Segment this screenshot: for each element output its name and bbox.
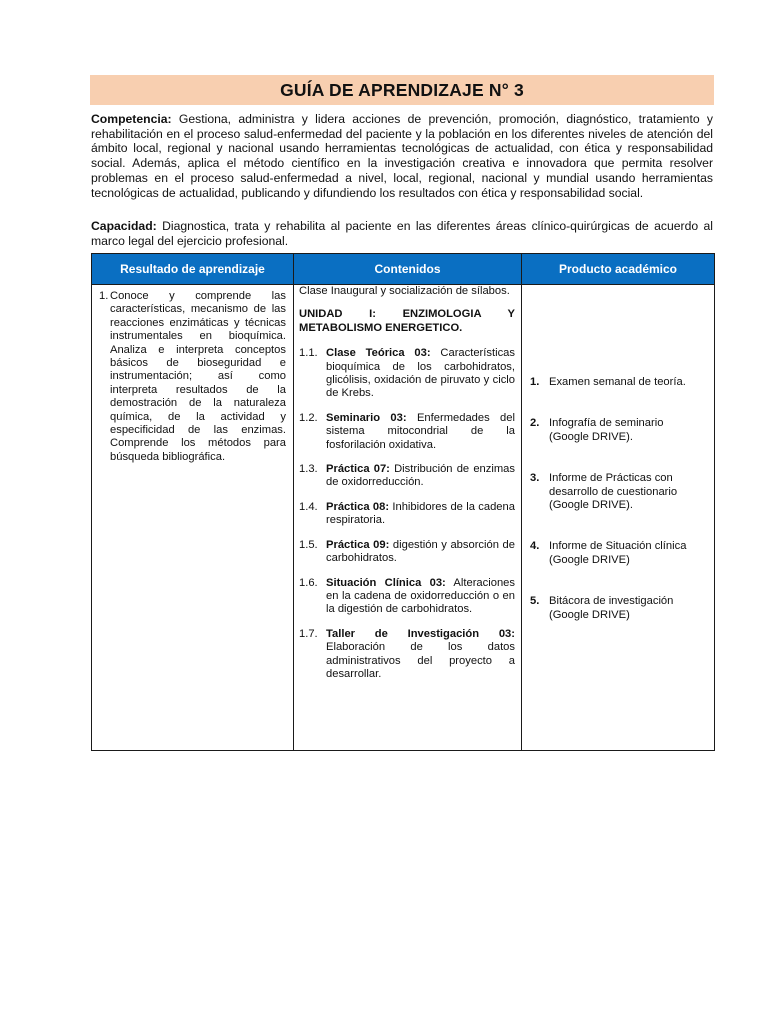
contenido-item [299,539,515,566]
producto-text: Infografía de seminario (Google DRIVE). [549,417,664,443]
contenido-description: Distribución de enzimas de oxidorreducción. [326,463,515,489]
contenido-item [299,628,515,682]
unit-heading: UNIDAD I: ENZIMOLOGIA Y METABOLISMO ENERGETICO. [299,308,515,334]
learning-guide-table [91,253,715,751]
table-row [92,285,715,751]
producto-text: Informe de Situación clínica (Google DRIVE) [549,540,687,566]
contenido-number: 1.6. [299,576,318,589]
resultado-cell [92,285,294,751]
resultado-item [92,285,293,464]
capacidad-paragraph [91,219,713,248]
contenido-title: Seminario 03: [326,411,407,424]
contenido-description: Inhibidores de la cadena respiratoria. [326,500,515,527]
contenido-item [299,501,515,528]
table-header-row [92,254,715,285]
resultado-number: 1. [99,290,109,302]
contenidos-cell [294,285,522,751]
contenido-description: digestión y absorción de carbohidratos. [326,538,515,565]
contenido-text [326,628,515,682]
contenido-item [299,577,515,617]
producto-item [530,540,706,567]
resultado-text: Conoce y comprende las características, mecanismo de las reacciones enzimáticas y técnicas instrumentales en bioquímica. Analiza e interpreta conceptos básicos de bioseguridad e instrumentación; así como interpreta resultados de la demostración de la naturaleza química, de la actividad y especificidad de las enzimas. Comprende los métodos para búsqueda bibliográfica. [110,290,286,463]
competencia-text: Gestiona, administra y lidera acciones de prevención, promoción, diagnóstico, tratamiento y rehabilitación en el proceso salud-enfermedad del paciente y la población en los diferentes niveles de atención del ámbito local, regional y nacional usando herramientas tecnológicas de actualidad, con ética y responsabilidad social. Además, aplica el método científico en la investigación creativa e innovadora que permita resolver problemas en el proceso salud-enfermedad a nivel, local, regional, nacional y mundial usando herramientas tecnológicas de actualidad, publicando y difundiendo los resultados con ética y responsabilidad social. [91,112,713,200]
competencia-paragraph [91,112,713,200]
producto-number: 1. [530,376,540,388]
producto-item [530,595,706,622]
contenido-text [326,501,515,528]
contenido-number: 1.1. [299,347,318,360]
contenidos-list [299,347,515,681]
producto-number: 4. [530,540,540,553]
contenido-description: Características bioquímica de los carbohidratos, glicólisis, oxidación de piruvato y ciclo de Krebs. [326,347,515,400]
contenido-item [299,412,515,452]
contenido-text [326,463,515,490]
contenido-title: Práctica 08: [326,500,390,513]
contenidos-intro: Clase Inaugural y socialización de sílabos. [299,285,510,297]
contenido-description: Elaboración de los datos administrativos del proyecto a desarrollar. [326,641,515,680]
contenido-item [299,347,515,401]
producto-text: Examen semanal de teoría. [549,376,686,388]
contenido-description: Enfermedades del sistema mitocondrial de la fosforilación oxidativa. [326,411,515,451]
producto-item [530,417,706,444]
header-producto: Producto académico [522,254,715,285]
productos-list [522,376,714,622]
producto-number: 2. [530,417,540,430]
contenido-title: Clase Teórica 03: [326,347,431,360]
producto-number: 5. [530,595,540,608]
contenido-text [326,347,515,401]
producto-item [530,472,706,512]
producto-text: Bitácora de investigación (Google DRIVE) [549,595,674,621]
contenido-text [326,577,515,617]
contenido-title: Práctica 09: [326,538,390,551]
producto-text: Informe de Prácticas con desarrollo de cuestionario (Google DRIVE). [549,472,678,512]
contenido-number: 1.7. [299,627,318,640]
contenido-description: Alteraciones en la cadena de oxidorreducción o en la digestión de carbohidratos. [326,576,515,616]
competencia-label: Competencia: [91,112,172,126]
contenido-text [326,412,515,452]
capacidad-text: Diagnostica, trata y rehabilita al paciente en las diferentes áreas clínico-quirúrgicas de acuerdo al marco legal del ejercicio profesional. [91,219,713,248]
header-resultado: Resultado de aprendizaje [92,254,294,285]
contenido-number: 1.4. [299,500,318,513]
contenido-title: Taller de Investigación 03: [326,627,515,640]
contenido-item [299,463,515,490]
contenido-title: Práctica 07: [326,463,390,476]
contenido-number: 1.3. [299,463,318,476]
contenido-number: 1.2. [299,411,318,424]
producto-number: 3. [530,472,540,485]
page-title: GUÍA DE APRENDIZAJE N° 3 [90,75,714,105]
producto-item [530,376,706,389]
contenido-title: Situación Clínica 03: [326,576,446,589]
producto-cell [522,285,715,751]
capacidad-label: Capacidad: [91,219,157,233]
contenido-number: 1.5. [299,538,318,551]
header-contenidos: Contenidos [294,254,522,285]
contenido-text [326,539,515,566]
